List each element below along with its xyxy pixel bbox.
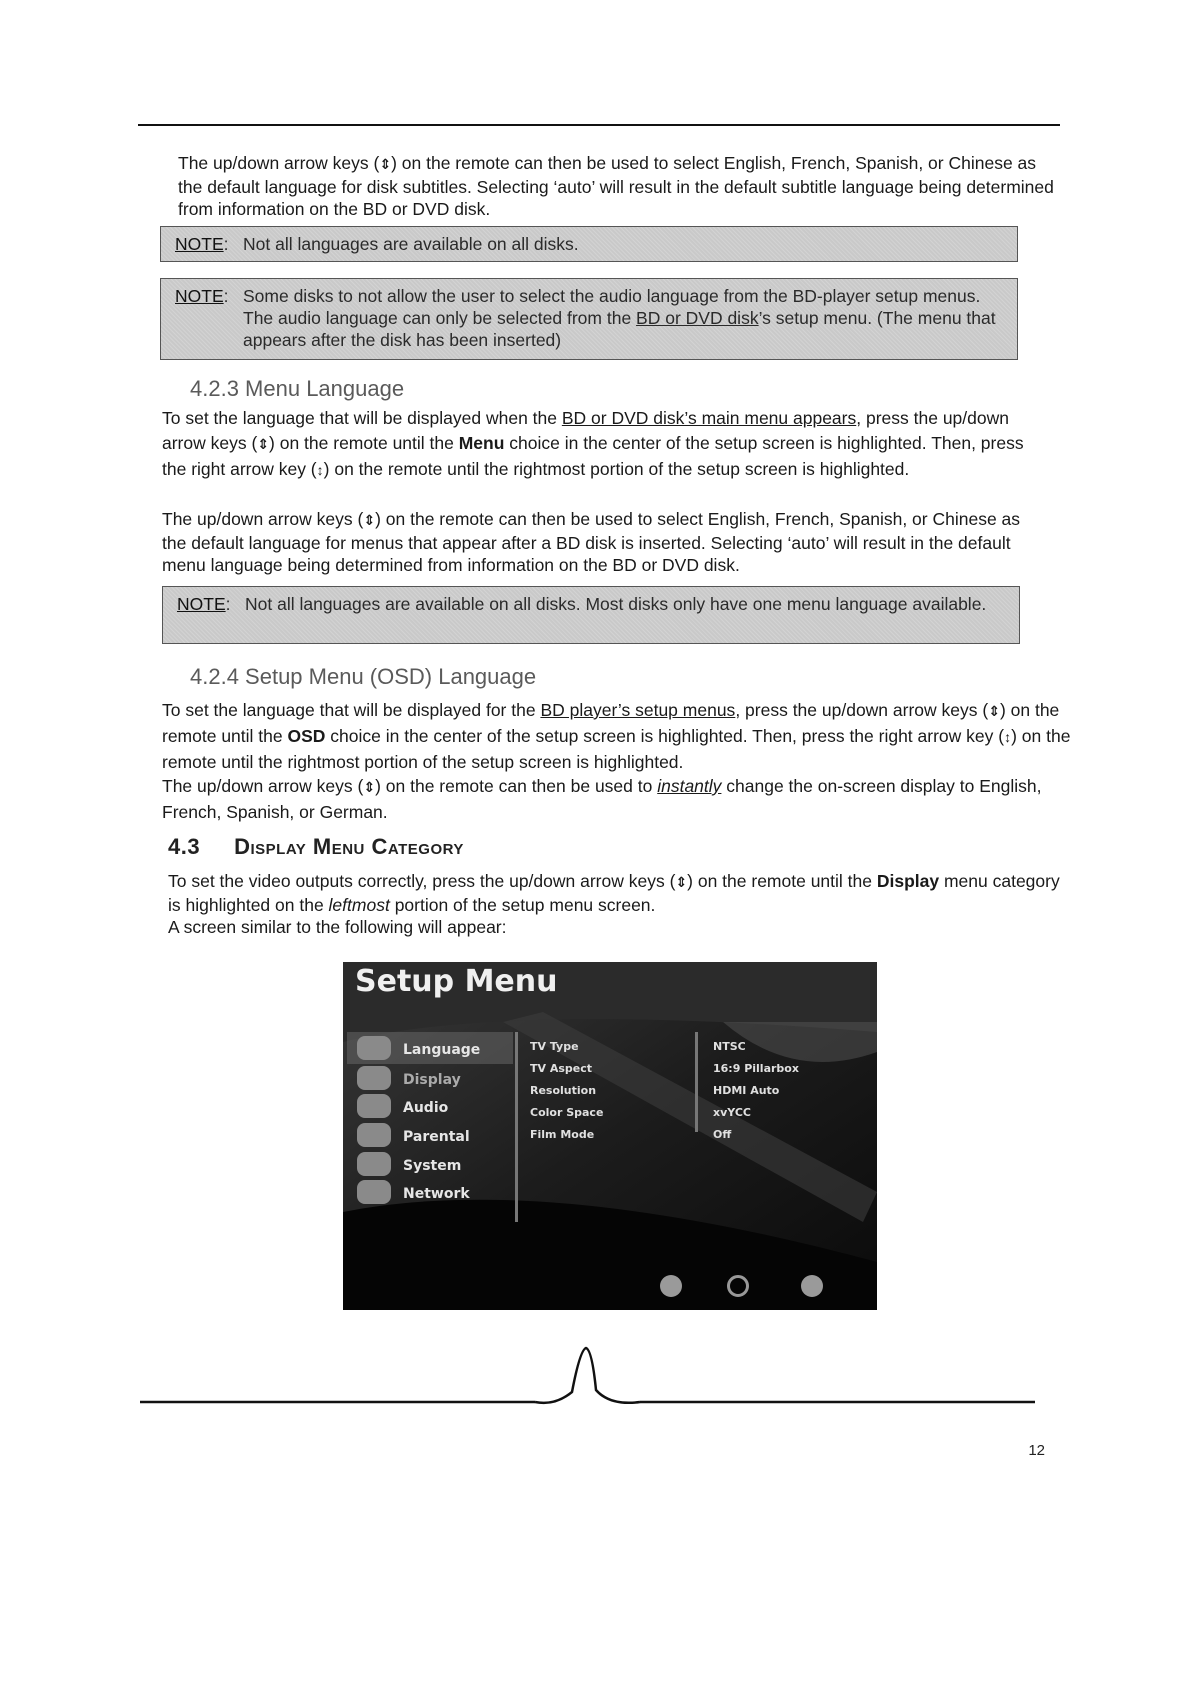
note-box-2: NOTE: Some disks to not allow the user to select the audio language from the BD-player setup menus. The audio language can only be selected from the BD or DVD disk’s setup menu. (The menu that appears after the disk has been inserted)	[160, 278, 1018, 360]
updown-arrow-icon: ⇕	[363, 779, 376, 795]
right-arrow-icon: ↕	[1004, 729, 1012, 745]
value-color-space[interactable]: xvYCC	[713, 1106, 751, 1119]
language-globe-icon	[357, 1036, 391, 1060]
heading-4-2-3: 4.2.3 Menu Language	[190, 376, 405, 401]
note-box-1: NOTE: Not all languages are available on all disks.	[160, 226, 1018, 262]
note-3-text: Not all languages are available on all disks. Most disks only have one menu language available.	[245, 594, 987, 614]
menu-language-paragraph-2: The up/down arrow keys (⇕) on the remote can then be used to select English, French, Spanish, or Chinese as the default language for menus that appear after a BD disk is inserted. Selecting ‘auto’ will result in the default menu language being determined from information on the BD or DVD disk.	[162, 509, 1021, 575]
updown-arrow-icon: ⇕	[257, 436, 270, 452]
option-tv-aspect[interactable]: TV Aspect	[530, 1062, 593, 1075]
value-tv-aspect[interactable]: 16:9 Pillarbox	[713, 1062, 799, 1075]
parental-family-icon	[357, 1123, 391, 1147]
updown-arrow-icon: ⇕	[675, 874, 688, 890]
updown-arrow-icon: ⇕	[379, 156, 392, 172]
updown-arrow-icon: ⇕	[988, 703, 1000, 719]
osd-language-paragraph: To set the language that will be displayed for the BD player’s setup menus, press the up/down arrow keys (⇕) on the remote until the OSD choice in the center of the setup screen is highlighted. Then, press the right arrow key (↕) on the remote until the rightmost portion of the setup screen is highlighted.	[162, 700, 1071, 772]
display-category-paragraph: To set the video outputs correctly, press the up/down arrow keys (⇕) on the remote until the Display menu category is highlighted on the leftmost portion of the setup menu screen.	[168, 871, 1060, 915]
note-box-3: NOTE: Not all languages are available on all disks. Most disks only have one menu language available.	[162, 586, 1020, 644]
subtitle-paragraph: The up/down arrow keys (⇕) on the remote can then be used to select English, French, Spanish, or Chinese as the default language for disk subtitles. Selecting ‘auto’ will result in the default subtitle language being determined from information on the BD or DVD disk.	[178, 153, 1054, 219]
right-arrow-icon: ↕	[316, 462, 324, 478]
network-globe-icon	[357, 1180, 391, 1204]
category-language[interactable]: Language	[403, 1042, 481, 1058]
option-color-space[interactable]: Color Space	[530, 1106, 604, 1119]
category-network[interactable]: Network	[403, 1186, 470, 1202]
header-rule	[138, 124, 1060, 126]
page-number: 12	[1028, 1442, 1045, 1459]
menu-language-paragraph: To set the language that will be displayed when the BD or DVD disk’s main menu appears, press the up/down arrow keys (⇕) on the remote until the Menu choice in the center of the setup screen is highlighted. Then, press the right arrow key (↕) on the remote until the rightmost portion of the setup screen is highlighted.	[162, 406, 1042, 483]
setup-menu-title: Setup Menu	[355, 964, 558, 999]
option-film-mode[interactable]: Film Mode	[530, 1128, 595, 1141]
option-resolution[interactable]: Resolution	[530, 1084, 597, 1097]
category-system[interactable]: System	[403, 1158, 462, 1174]
note-label: NOTE	[175, 286, 224, 306]
heading-4-2-4: 4.2.4 Setup Menu (OSD) Language	[190, 664, 537, 689]
note-2-text: Some disks to not allow the user to select the audio language from the BD-player setup menus. The audio language can only be selected from the BD or DVD disk’s setup menu. (The menu that appears after the disk has been inserted)	[243, 286, 996, 350]
system-gear-icon	[357, 1152, 391, 1176]
value-tv-type[interactable]: NTSC	[713, 1040, 746, 1053]
note-1-text: Not all languages are available on all disks.	[243, 234, 579, 254]
heading-4-3: 4.3 Display Menu Category	[168, 834, 464, 859]
note-label: NOTE	[175, 234, 224, 254]
category-audio[interactable]: Audio	[403, 1100, 449, 1116]
footer-waveform-rule	[140, 1340, 1040, 1410]
remote-button-icon	[660, 1275, 682, 1297]
back-button-icon	[801, 1275, 823, 1297]
osd-language-paragraph-2: The up/down arrow keys (⇕) on the remote can then be used to instantly change the on-screen display to English, French, Spanish, or German.	[162, 776, 1042, 822]
category-parental[interactable]: Parental	[403, 1129, 470, 1145]
setup-menu-screenshot	[343, 962, 877, 1310]
note-label: NOTE	[177, 594, 226, 614]
category-display[interactable]: Display	[403, 1072, 461, 1088]
option-tv-type[interactable]: TV Type	[530, 1040, 579, 1053]
audio-speaker-icon	[357, 1094, 391, 1118]
value-film-mode[interactable]: Off	[713, 1128, 732, 1141]
value-resolution[interactable]: HDMI Auto	[713, 1084, 780, 1097]
screen-intro-text: A screen similar to the following will appear:	[168, 917, 507, 937]
display-tv-icon	[357, 1066, 391, 1090]
navigation-ring-icon	[727, 1275, 749, 1297]
updown-arrow-icon: ⇕	[363, 512, 376, 528]
